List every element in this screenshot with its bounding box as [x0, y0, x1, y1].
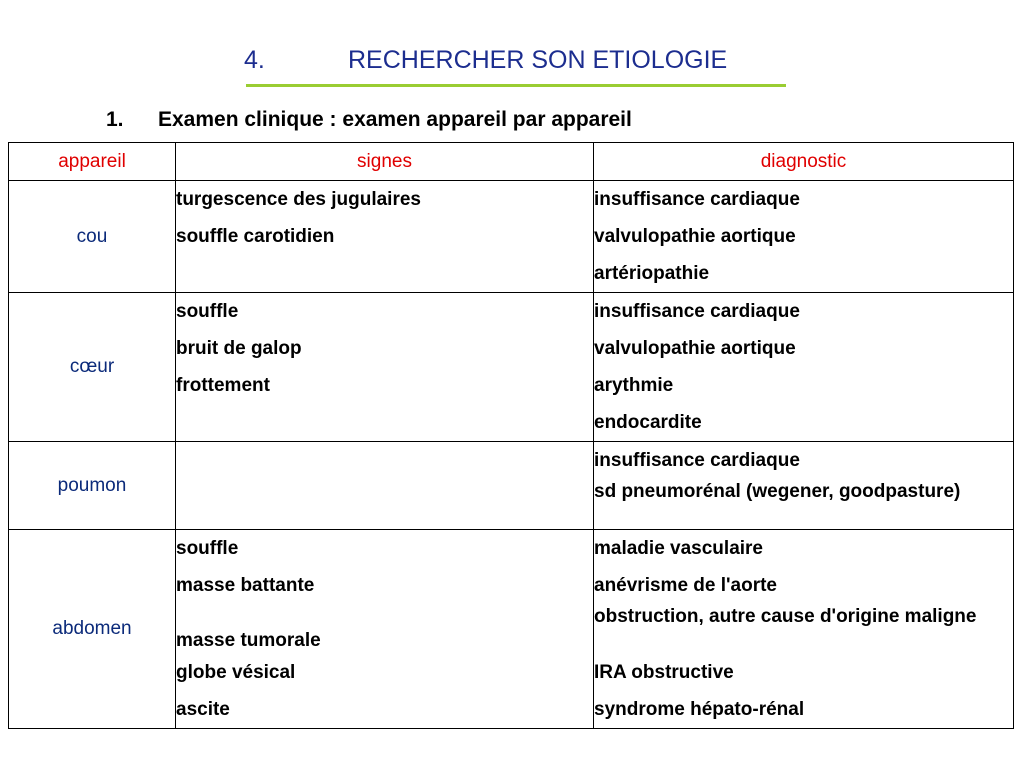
table-row: [9, 293, 1014, 442]
diagnostic-item: valvulopathie aortique: [594, 337, 796, 359]
diagnostic-item: insuffisance cardiaque: [594, 449, 800, 471]
header-appareil: appareil: [9, 143, 176, 181]
diagnostic-item: insuffisance cardiaque: [594, 300, 800, 322]
organ-cell: cou: [9, 181, 176, 293]
slide-title: [244, 46, 727, 75]
sign-item: souffle: [176, 537, 239, 559]
table-row: [9, 442, 1014, 530]
header-signes: signes: [176, 143, 594, 181]
sign-item: masse battante: [176, 574, 315, 596]
etiology-table: [8, 142, 1014, 729]
diagnostic-item: maladie vasculaire: [594, 537, 763, 559]
sign-item: souffle carotidien: [176, 225, 335, 247]
title-underline: [246, 84, 786, 87]
diagnostic-item: artériopathie: [594, 262, 710, 284]
table-row: [9, 181, 1014, 293]
diagnostic-cell: [594, 442, 1014, 530]
diagnostic-item: obstruction, autre cause d'origine maligne: [594, 606, 977, 627]
title-number: 4.: [244, 46, 265, 74]
diagnostic-cell: [594, 530, 1014, 729]
sign-item: globe vésical: [176, 661, 296, 683]
sign-item: ascite: [176, 698, 230, 720]
table-row: [9, 530, 1014, 729]
sign-item: bruit de galop: [176, 337, 302, 359]
subtitle-text: Examen clinique : examen appareil par appareil: [158, 108, 632, 131]
sign-item: frottement: [176, 374, 270, 396]
sign-item: souffle: [176, 300, 239, 322]
sign-item: masse tumorale: [176, 630, 321, 651]
diagnostic-item: syndrome hépato-rénal: [594, 698, 805, 720]
signs-cell: [176, 181, 594, 293]
signs-cell: [176, 442, 594, 530]
diagnostic-item: insuffisance cardiaque: [594, 188, 800, 210]
diagnostic-item: valvulopathie aortique: [594, 225, 796, 247]
diagnostic-item: endocardite: [594, 411, 702, 433]
diagnostic-item: sd pneumorénal (wegener, goodpasture): [594, 481, 961, 502]
sign-item: turgescence des jugulaires: [176, 188, 421, 210]
subtitle-number: 1.: [106, 108, 124, 131]
organ-cell: cœur: [9, 293, 176, 442]
organ-cell: poumon: [9, 442, 176, 530]
diagnostic-item: arythmie: [594, 374, 674, 396]
header-diagnostic: diagnostic: [594, 143, 1014, 181]
title-text: RECHERCHER SON ETIOLOGIE: [348, 46, 728, 74]
signs-cell: [176, 530, 594, 729]
organ-cell: abdomen: [9, 530, 176, 729]
diagnostic-cell: [594, 293, 1014, 442]
diagnostic-item: IRA obstructive: [594, 661, 734, 683]
diagnostic-cell: [594, 181, 1014, 293]
table-header-row: [9, 143, 1014, 181]
signs-cell: [176, 293, 594, 442]
slide-subtitle: [106, 108, 632, 132]
diagnostic-item: anévrisme de l'aorte: [594, 574, 777, 596]
